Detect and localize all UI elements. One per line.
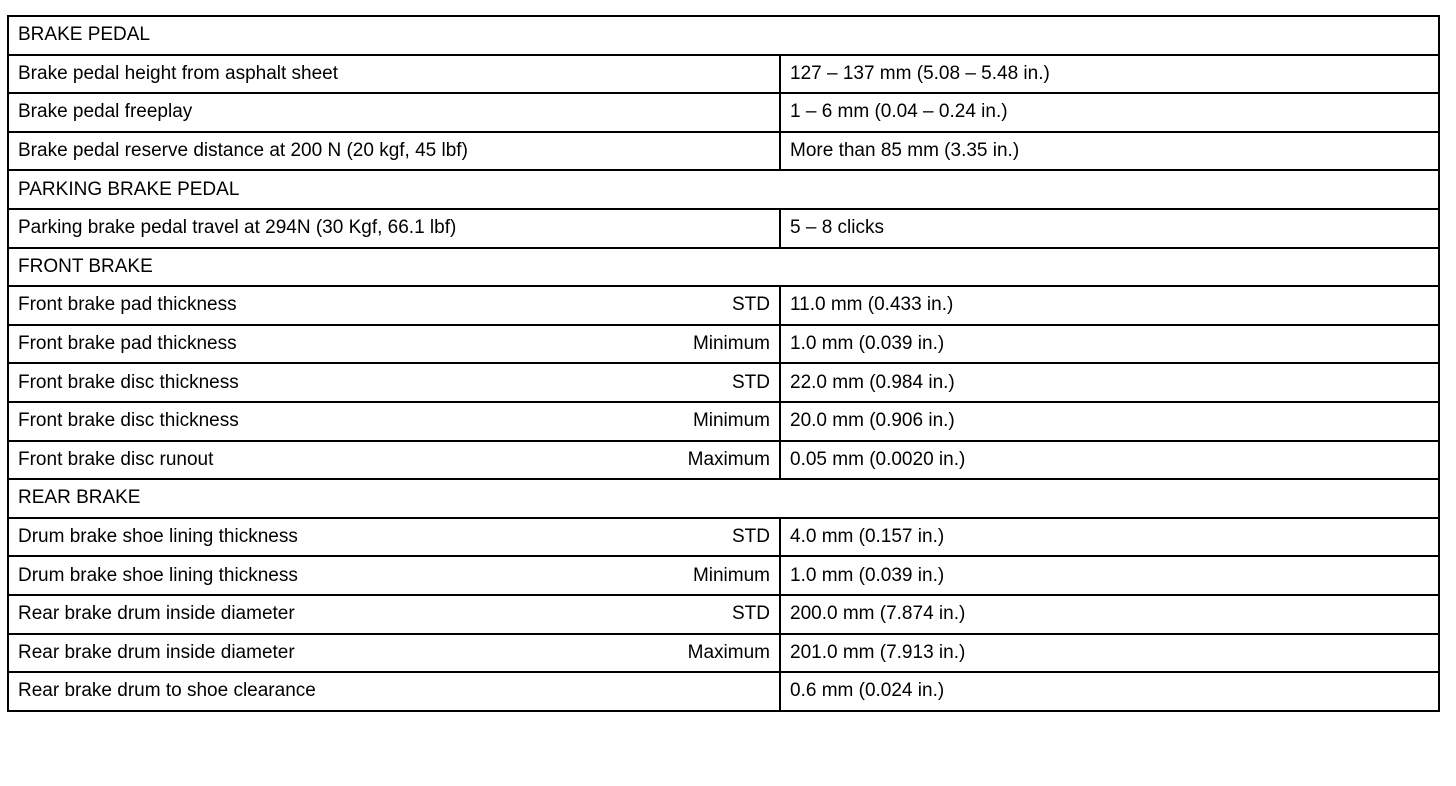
section-heading: BRAKE PEDAL — [8, 16, 1439, 55]
section-heading: PARKING BRAKE PEDAL — [8, 170, 1439, 209]
value-cell: 4.0 mm (0.157 in.) — [780, 518, 1439, 557]
item-label: Front brake disc runout — [18, 448, 214, 470]
table-row — [8, 595, 1439, 634]
value-cell: 0.6 mm (0.024 in.) — [780, 672, 1439, 711]
item-cell — [8, 402, 780, 441]
value-cell: 5 – 8 clicks — [780, 209, 1439, 248]
item-label: Brake pedal height from asphalt sheet — [18, 62, 339, 84]
section-heading-row — [8, 479, 1439, 518]
item-cell — [8, 634, 780, 673]
value-cell: 22.0 mm (0.984 in.) — [780, 363, 1439, 402]
value-cell: 1 – 6 mm (0.04 – 0.24 in.) — [780, 93, 1439, 132]
value-cell: 1.0 mm (0.039 in.) — [780, 556, 1439, 595]
item-cell — [8, 672, 780, 711]
value-cell: 20.0 mm (0.906 in.) — [780, 402, 1439, 441]
item-qualifier: STD — [732, 294, 770, 316]
section-heading: FRONT BRAKE — [8, 248, 1439, 287]
table-row — [8, 518, 1439, 557]
value-cell: 201.0 mm (7.913 in.) — [780, 634, 1439, 673]
table-row — [8, 325, 1439, 364]
item-label: Front brake pad thickness — [18, 333, 237, 355]
section-heading: REAR BRAKE — [8, 479, 1439, 518]
item-label: Drum brake shoe lining thickness — [18, 564, 298, 586]
table-row — [8, 363, 1439, 402]
section-heading-row — [8, 248, 1439, 287]
section-heading-row — [8, 170, 1439, 209]
spec-table-body — [8, 16, 1439, 711]
value-cell: 127 – 137 mm (5.08 – 5.48 in.) — [780, 55, 1439, 94]
item-cell — [8, 93, 780, 132]
item-label: Front brake disc thickness — [18, 371, 239, 393]
table-row — [8, 132, 1439, 171]
item-cell — [8, 209, 780, 248]
item-label: Rear brake drum to shoe clearance — [18, 680, 316, 702]
table-row — [8, 286, 1439, 325]
item-cell — [8, 441, 780, 480]
item-cell — [8, 286, 780, 325]
item-label: Rear brake drum inside diameter — [18, 603, 295, 625]
item-label: Brake pedal reserve distance at 200 N (20 kgf, 45 lbf) — [18, 140, 468, 162]
value-cell: 200.0 mm (7.874 in.) — [780, 595, 1439, 634]
section-heading-row — [8, 16, 1439, 55]
item-cell — [8, 556, 780, 595]
item-qualifier: STD — [732, 371, 770, 393]
item-qualifier: Minimum — [692, 333, 770, 355]
value-cell: 0.05 mm (0.0020 in.) — [780, 441, 1439, 480]
table-row — [8, 556, 1439, 595]
item-label: Front brake disc thickness — [18, 410, 239, 432]
item-cell — [8, 595, 780, 634]
table-row — [8, 55, 1439, 94]
item-cell — [8, 132, 780, 171]
item-label: Brake pedal freeplay — [18, 101, 193, 123]
item-qualifier: Minimum — [692, 564, 770, 586]
table-row — [8, 441, 1439, 480]
item-label: Front brake pad thickness — [18, 294, 237, 316]
value-cell: More than 85 mm (3.35 in.) — [780, 132, 1439, 171]
table-row — [8, 402, 1439, 441]
table-row — [8, 93, 1439, 132]
item-qualifier: Maximum — [687, 641, 770, 663]
value-cell: 11.0 mm (0.433 in.) — [780, 286, 1439, 325]
value-cell: 1.0 mm (0.039 in.) — [780, 325, 1439, 364]
item-qualifier: STD — [732, 526, 770, 548]
item-qualifier: Minimum — [692, 410, 770, 432]
item-qualifier: STD — [732, 603, 770, 625]
item-label: Drum brake shoe lining thickness — [18, 526, 298, 548]
table-row — [8, 672, 1439, 711]
item-cell — [8, 325, 780, 364]
table-row — [8, 209, 1439, 248]
item-qualifier: Maximum — [687, 448, 770, 470]
item-cell — [8, 518, 780, 557]
item-label: Rear brake drum inside diameter — [18, 641, 295, 663]
item-label: Parking brake pedal travel at 294N (30 Kgf, 66.1 lbf) — [18, 217, 457, 239]
table-row — [8, 634, 1439, 673]
brake-spec-table — [7, 15, 1440, 712]
item-cell — [8, 55, 780, 94]
item-cell — [8, 363, 780, 402]
